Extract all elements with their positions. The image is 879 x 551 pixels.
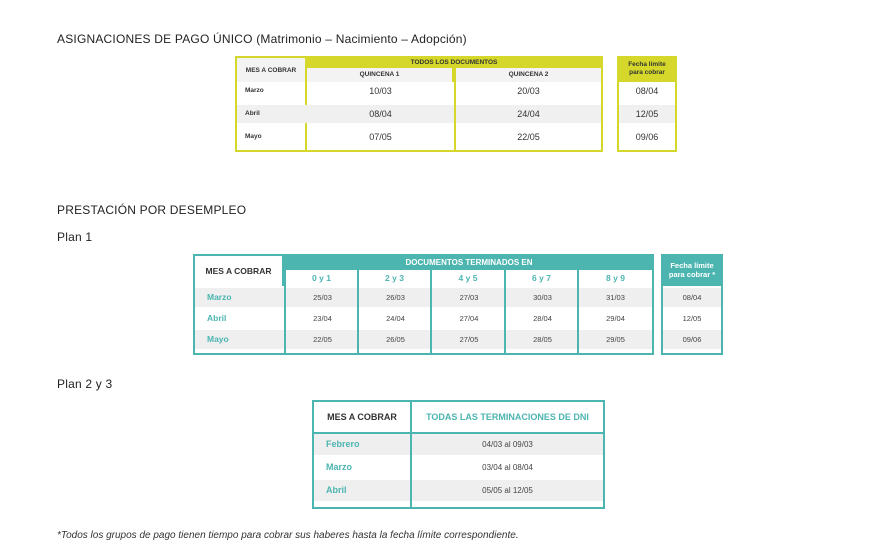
limit-cell: 09/06 <box>663 330 721 349</box>
table-row <box>237 105 601 123</box>
limit-cell: 09/06 <box>635 132 659 142</box>
row-month: Abril <box>326 485 347 495</box>
table-row <box>237 82 601 100</box>
row-value: 20/03 <box>517 86 540 96</box>
table-row <box>314 457 603 478</box>
mes-header: MES A COBRAR <box>195 256 284 286</box>
row-month: Marzo <box>245 87 264 94</box>
row-value: 22/05 <box>313 335 332 344</box>
row-value: 27/03 <box>459 293 479 302</box>
limit-cell: 08/04 <box>663 288 721 307</box>
digit-group-header: 4 y 5 <box>432 270 506 286</box>
limit-header-line: Fecha límite <box>628 61 666 68</box>
documents-band-header: TODOS LOS DOCUMENTOS <box>307 58 601 68</box>
plan-2-3-label: Plan 2 y 3 <box>57 377 113 391</box>
limit-cell: 12/05 <box>619 105 675 123</box>
table-row <box>195 309 652 328</box>
column-divider <box>430 270 432 353</box>
row-month: Marzo <box>207 292 232 302</box>
section-title-asignaciones: ASIGNACIONES DE PAGO ÚNICO (Matrimonio – Nacimiento – Adopción) <box>57 32 467 46</box>
row-value: 23/04 <box>313 314 332 323</box>
asignaciones-limit-table <box>617 56 677 152</box>
row-value: 27/04 <box>459 314 479 323</box>
dni-header: TODAS LAS TERMINACIONES DE DNI <box>426 412 589 422</box>
column-divider <box>454 68 456 150</box>
limit-header-line: para cobrar <box>629 69 665 76</box>
table-row <box>195 288 652 307</box>
column-divider <box>284 256 286 353</box>
table-row <box>195 330 652 349</box>
row-value: 29/05 <box>606 335 625 344</box>
row-value: 24/04 <box>386 314 405 323</box>
section-title-desempleo: PRESTACIÓN POR DESEMPLEO <box>57 203 247 217</box>
row-month: Marzo <box>326 462 353 472</box>
column-divider <box>504 270 506 353</box>
limit-header-line: Fecha límite <box>670 261 714 270</box>
row-value: 31/03 <box>606 293 625 302</box>
mes-header: MES A COBRAR <box>237 58 305 82</box>
quincena-2-header: QUINCENA 2 <box>456 68 601 82</box>
row-value: 27/05 <box>459 335 479 344</box>
limit-cell: 12/05 <box>682 314 702 323</box>
row-value: 10/03 <box>369 86 392 96</box>
limit-header <box>619 58 675 82</box>
row-value: 25/03 <box>313 293 332 302</box>
row-value: 03/04 al 08/04 <box>482 463 533 472</box>
digit-group-header: 2 y 3 <box>359 270 432 286</box>
row-month: Mayo <box>245 133 262 140</box>
mes-header: MES A COBRAR <box>327 412 397 422</box>
limit-header-line: para cobrar * <box>668 270 716 279</box>
row-value: 26/03 <box>386 293 405 302</box>
limit-header <box>663 256 721 286</box>
plan-1-label: Plan 1 <box>57 230 93 244</box>
row-value: 24/04 <box>517 109 540 119</box>
row-value: 22/05 <box>517 132 540 142</box>
quincena-1-header: QUINCENA 1 <box>307 68 454 82</box>
footnote: *Todos los grupos de pago tienen tiempo para cobrar sus haberes hasta la fecha límite correspondiente. <box>57 530 519 541</box>
plan-1-table <box>193 254 654 355</box>
row-month: Mayo <box>207 334 229 344</box>
row-value: 08/04 <box>369 109 392 119</box>
documents-band-header: DOCUMENTOS TERMINADOS EN <box>286 256 652 270</box>
row-month: Febrero <box>326 439 360 449</box>
row-value: 05/05 al 12/05 <box>482 486 533 495</box>
column-divider <box>410 402 412 507</box>
row-value: 07/05 <box>369 132 392 142</box>
table-row <box>314 434 603 455</box>
column-divider <box>357 270 359 353</box>
row-value: 29/04 <box>606 314 625 323</box>
digit-group-header: 6 y 7 <box>506 270 579 286</box>
digit-group-header: 8 y 9 <box>579 270 652 286</box>
plan-1-limit-table <box>661 254 723 355</box>
digit-group-header: 0 y 1 <box>286 270 359 286</box>
table-row <box>237 128 601 146</box>
row-value: 28/04 <box>533 314 552 323</box>
row-value: 28/05 <box>533 335 552 344</box>
plan-2-3-table <box>312 400 605 509</box>
row-value: 30/03 <box>533 293 552 302</box>
column-divider <box>577 270 579 353</box>
limit-cell: 08/04 <box>635 86 659 96</box>
table-row <box>314 480 603 501</box>
row-month: Abril <box>207 313 227 323</box>
asignaciones-table <box>235 56 603 152</box>
row-value: 26/05 <box>386 335 405 344</box>
row-value: 04/03 al 09/03 <box>482 440 533 449</box>
row-month: Abril <box>245 110 260 117</box>
